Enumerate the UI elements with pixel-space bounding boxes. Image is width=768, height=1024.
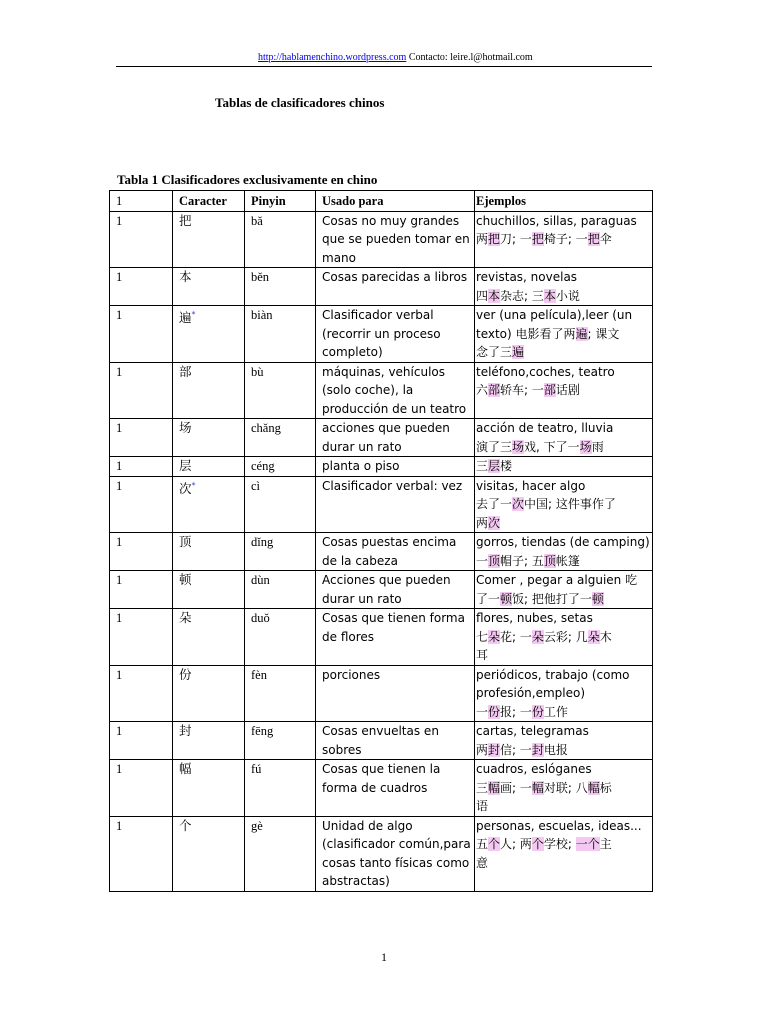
example-line [476,817,650,836]
example-text: 楼 [500,459,513,473]
example-line [476,666,650,685]
example-text: gorros, tiendas (de camping) [476,535,650,549]
row-number: 1 [110,722,173,760]
usage-description: Unidad de algo (clasificador común,para cosas tanto físicas como abstractas) [316,816,475,891]
example-text: 对联; 八 [543,780,588,795]
example-text: 两 [476,232,489,246]
example-text: 伞 [599,232,612,246]
classifier-character [173,760,245,817]
example-line [476,854,650,873]
classifier-character-text: 部 [179,363,192,379]
usage-description: acciones que pueden durar un rato [316,419,475,457]
classifier-character [173,665,245,722]
example-text: 花; 一 [500,629,532,644]
usage-description: Cosas que tienen la forma de cuadros [316,760,475,817]
example-text: 雨 [591,439,604,454]
example-text: 一 [476,704,489,719]
example-text: 人; 两 [500,837,532,851]
example-text: 去了一 [476,497,513,511]
pinyin: duǒ [245,609,316,666]
usage-description: Cosas envueltas en sobres [316,722,475,760]
example-text: Comer , pegar a alguien 吃 [476,573,638,587]
header-text [258,51,533,65]
column-header-character: Caracter [173,191,245,212]
row-number: 1 [110,760,173,817]
example-line [476,325,650,344]
row-number: 1 [110,816,173,891]
classifier-character-text: 幅 [179,761,192,776]
table-row [110,306,653,363]
row-number: 1 [110,306,173,363]
example-text: 学校; [543,837,576,851]
column-header-number: 1 [110,191,173,212]
examples [475,609,653,666]
highlighted-classifier: 层 [488,459,501,473]
classifier-character [173,268,245,306]
highlighted-classifier: 个 [531,837,544,851]
example-line [476,684,650,703]
example-text: acción de teatro, lluvia [476,421,614,435]
example-text: 电报 [543,742,568,757]
pinyin: bù [245,362,316,419]
example-text: 标 [599,780,612,795]
table-body [110,211,653,891]
classifier-character [173,362,245,419]
example-text: 帐篷 [555,553,580,568]
example-text: 主 [599,837,612,851]
example-text: 七 [476,629,489,644]
table-row [110,722,653,760]
highlighted-classifier: 份 [488,704,501,719]
example-line [476,609,650,628]
table-row [110,571,653,609]
highlighted-classifier: 把 [587,232,600,246]
classifier-character [173,722,245,760]
example-line [476,514,650,533]
example-line [476,571,650,590]
example-text: 云彩; 几 [543,629,588,644]
highlighted-classifier: 顿 [500,591,513,606]
usage-description: Cosas parecidas a libros [316,268,475,306]
classifier-character [173,419,245,457]
example-text: 帽子; 五 [500,553,544,568]
example-text: flores, nubes, setas [476,611,593,625]
examples [475,816,653,891]
table-row [110,760,653,817]
example-text: periódicos, trabajo (como [476,667,630,682]
pinyin: fú [245,760,316,817]
table-header-row [110,191,653,212]
row-number: 1 [110,476,173,533]
example-line [476,230,650,249]
highlighted-classifier: 封 [488,742,501,757]
example-line [476,212,650,231]
column-header-pinyin: Pinyin [245,191,316,212]
classifier-character-text: 本 [179,269,192,284]
examples [475,419,653,457]
example-text: ; 课文 [587,326,620,341]
highlighted-classifier: 场 [579,439,592,454]
row-number: 1 [110,211,173,268]
classifier-character-text: 封 [179,723,192,738]
example-text: visitas, hacer algo [476,478,586,493]
example-text: personas, escuelas, ideas... [476,818,642,833]
example-text: 五 [476,837,489,851]
example-line [476,419,650,438]
highlighted-classifier: 把 [531,232,544,246]
pinyin: běn [245,268,316,306]
column-header-examples: Ejemplos [475,191,653,212]
highlighted-classifier: 幅 [488,780,501,795]
examples [475,306,653,363]
classifier-character [173,816,245,891]
pinyin: fèn [245,665,316,722]
highlighted-classifier: 朵 [531,629,544,644]
examples [475,665,653,722]
highlighted-classifier: 封 [531,742,544,757]
example-line [476,438,650,457]
classifier-character-text: 顶 [179,534,192,549]
highlighted-classifier: 部 [543,383,556,397]
row-number: 1 [110,609,173,666]
table-row [110,609,653,666]
example-text: 意 [476,855,489,870]
classifier-character [173,533,245,571]
footnote-mark: * [191,480,196,490]
usage-description: Cosas puestas encima de la cabeza [316,533,475,571]
pinyin: biàn [245,306,316,363]
classifier-character-text: 把 [179,212,192,228]
row-number: 1 [110,571,173,609]
example-text: 杂志; 三 [500,288,544,303]
row-number: 1 [110,665,173,722]
document-title: Tablas de clasificadores chinos [215,95,385,110]
classifier-character [173,571,245,609]
highlighted-classifier: 份 [531,704,544,719]
example-text: 四 [476,288,489,303]
examples [475,268,653,306]
pinyin: dùn [245,571,316,609]
example-text: 椅子; 一 [543,232,588,246]
example-line [476,797,650,816]
pinyin: cì [245,476,316,533]
table-row [110,362,653,419]
example-line [476,722,650,741]
table-row [110,211,653,268]
classifier-character-text: 份 [179,666,192,682]
example-text: 念了三 [476,345,513,359]
highlighted-classifier: 场 [512,439,525,454]
footnote-mark: * [191,310,196,319]
examples [475,362,653,419]
example-line [476,741,650,760]
example-text: cuadros, eslóganes [476,762,592,776]
example-line [476,343,650,362]
example-line [476,495,650,514]
highlighted-classifier: 本 [543,288,556,303]
example-line [476,268,650,287]
example-text: chuchillos, sillas, paraguas [476,213,637,228]
table-row [110,268,653,306]
highlighted-classifier: 次 [488,515,501,530]
row-number: 1 [110,268,173,306]
example-text: 了一 [476,591,501,606]
example-text: 语 [476,799,489,813]
examples [475,722,653,760]
example-text: 信; 一 [500,742,532,757]
example-text: revistas, novelas [476,270,578,284]
highlighted-classifier: 把 [488,232,501,246]
example-text: 话剧 [555,383,580,397]
example-line [476,703,650,722]
example-text: 工作 [543,704,568,719]
table-row [110,665,653,722]
example-text: texto) 电影看了两 [476,326,576,341]
usage-description: Acciones que pueden durar un rato [316,571,475,609]
table-row [110,476,653,533]
example-line [476,457,650,476]
example-text: 小说 [555,288,580,303]
classifier-character [173,306,245,363]
row-number: 1 [110,419,173,457]
usage-description: Cosas no muy grandes que se pueden tomar en mano [316,211,475,268]
highlighted-classifier: 朵 [488,629,501,644]
examples [475,476,653,533]
table-row [110,533,653,571]
classifier-character-text: 朵 [179,610,192,625]
row-number: 1 [110,457,173,477]
example-line [476,590,650,609]
usage-description: porciones [316,665,475,722]
pinyin: dǐng [245,533,316,571]
highlighted-classifier: 次 [512,497,525,511]
page-header [116,50,652,67]
classifier-character-text: 场 [179,420,192,435]
classifier-character-text: 遍 [179,310,192,326]
example-line [476,779,650,798]
classifier-character [173,457,245,477]
example-line [476,306,650,325]
highlighted-classifier: 顶 [543,553,556,568]
example-text: ver (una película),leer (un [476,308,633,322]
pinyin: fēng [245,722,316,760]
classifier-character-text: 顿 [179,572,192,587]
classifier-character [173,609,245,666]
highlighted-classifier: 本 [488,288,501,303]
pinyin: bǎ [245,211,316,268]
highlighted-classifier: 幅 [587,780,600,795]
example-line [476,477,650,496]
example-text: 报; 一 [500,704,532,719]
example-text: 三 [476,780,489,795]
example-text: 中国; 这件事作了 [524,497,616,511]
highlighted-classifier: 部 [488,383,501,397]
classifier-character-text: 个 [179,817,192,833]
examples [475,571,653,609]
table-caption: Tabla 1 Clasificadores exclusivamente en chino [117,172,378,187]
example-text: 两 [476,515,489,530]
usage-description: máquinas, vehículos (solo coche), la producción de un teatro [316,362,475,419]
example-text: 画; 一 [500,780,532,795]
highlighted-classifier: 顿 [591,591,604,606]
example-text: cartas, telegramas [476,724,589,738]
example-text: 耳 [476,648,489,662]
examples [475,760,653,817]
highlighted-classifier: 顶 [488,553,501,568]
classifier-character-text: 层 [179,458,192,473]
classifier-character-text: 次 [179,480,192,496]
table-row [110,419,653,457]
page-number: 1 [381,950,387,964]
example-text: 两 [476,742,489,757]
example-text: 戏, 下了一 [524,439,580,454]
example-line [476,646,650,665]
table-row [110,457,653,477]
classifier-character [173,211,245,268]
example-line [476,628,650,647]
examples [475,457,653,477]
example-text: 饭; 把他打了一 [512,591,592,606]
example-text: 六 [476,383,489,397]
highlighted-classifier: 遍 [575,326,588,341]
example-text: 木 [599,629,612,644]
example-text: teléfono,coches, teatro [476,364,615,379]
table-row [110,816,653,891]
pinyin: gè [245,816,316,891]
example-text: 演了三 [476,439,513,454]
examples [475,533,653,571]
blog-link[interactable]: http://hablamenchino.wordpress.com [258,52,407,63]
example-text: 三 [476,459,489,473]
usage-description: Cosas que tienen forma de flores [316,609,475,666]
row-number: 1 [110,362,173,419]
contact-text: Contacto: leire.l@hotmail.com [406,52,533,63]
example-line [476,287,650,306]
example-line [476,533,650,552]
example-line [476,760,650,779]
examples [475,211,653,268]
usage-description: Clasificador verbal (recorrir un proceso completo) [316,306,475,363]
row-number: 1 [110,533,173,571]
column-header-usage: Usado para [316,191,475,212]
classifier-table [109,190,653,892]
highlighted-classifier: 幅 [531,780,544,795]
pinyin: céng [245,457,316,477]
highlighted-classifier: 一个 [575,837,600,851]
pinyin: chǎng [245,419,316,457]
usage-description: Clasificador verbal: vez [316,476,475,533]
example-text: 轿车; 一 [500,383,544,397]
classifier-character [173,476,245,533]
example-text: 刀; 一 [500,232,532,246]
example-text: 一 [476,553,489,568]
example-line [476,381,650,400]
highlighted-classifier: 个 [488,837,501,851]
example-line [476,835,650,854]
highlighted-classifier: 朵 [587,629,600,644]
example-line [476,552,650,571]
example-text: profesión,empleo) [476,686,586,700]
example-line [476,363,650,382]
usage-description: planta o piso [316,457,475,477]
highlighted-classifier: 遍 [512,345,525,359]
